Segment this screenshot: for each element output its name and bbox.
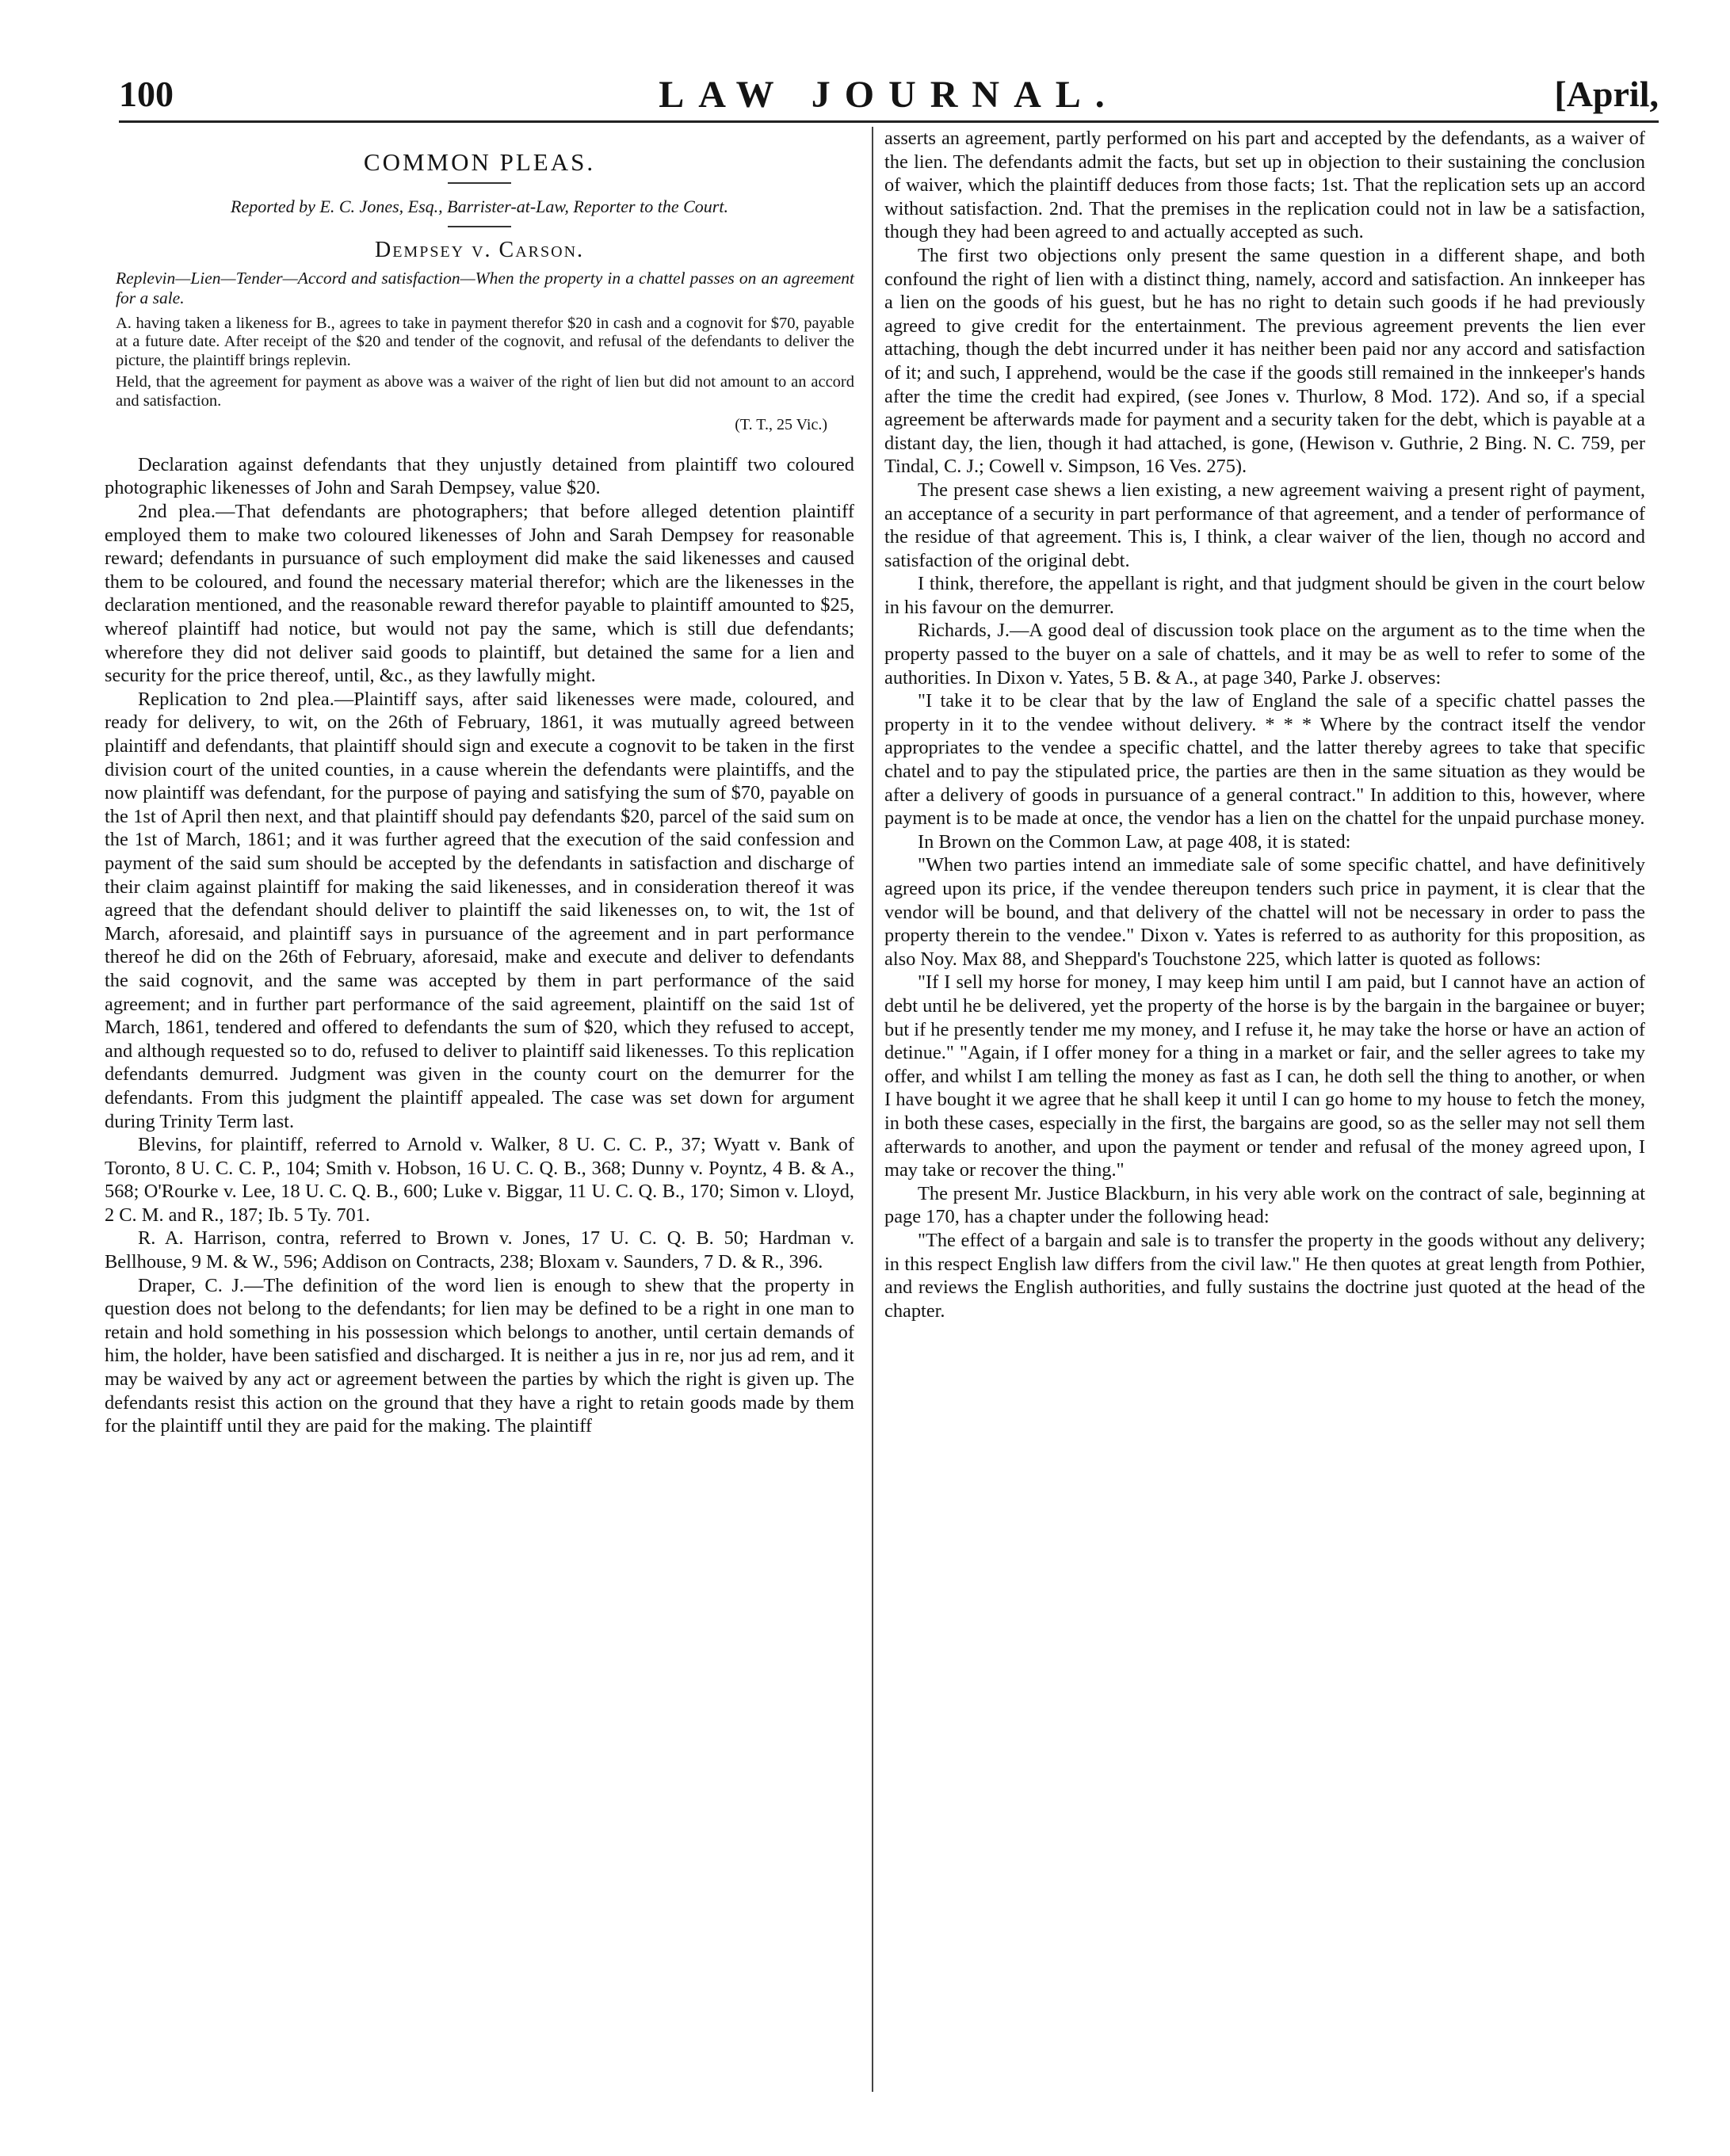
headnote-facts: A. having taken a likeness for B., agrees to take in payment therefor $20 in cash and a cognovit for $70, payable at a future date. After receipt of the $20 and tender of the cognovit, and refusal of the defendants to deliver the picture, the plaintiff brings replevin. bbox=[116, 314, 854, 369]
headnote-held: Held, that the agreement for payment as above was a waiver of the right of lien but did not amount to an accord and satisfaction. bbox=[116, 373, 854, 410]
paragraph-second-plea: 2nd plea.—That defendants are photographers; that before alleged detention plaintiff employed them to make two coloured likenesses of John and Sarah Dempsey for reasonable reward; defendants in pursuance of such employment did make the said likenesses and caused them to be coloured, and found the necessary material therefor; which are the likenesses in the declaration mentioned, and the reasonable reward therefor payable to plaintiff amounted to $25, whereof plaintiff had notice, but would not pay the same, which is still due defendants; wherefore they did not deliver said goods to plaintiff, but detained the same for a lien and security for the price thereof, until, &c., as they lawfully might. bbox=[105, 501, 854, 687]
left-column bbox=[105, 143, 854, 1438]
paragraph-defendant-counsel: R. A. Harrison, contra, referred to Brown v. Jones, 17 U. C. Q. B. 50; Hardman v. Bellhouse, 9 M. & W., 596; Addison on Contracts, 238; Bloxam v. Saunders, 7 D. & R., 396. bbox=[105, 1227, 854, 1273]
quotation-blackburn: "The effect of a bargain and sale is to transfer the property in the goods without any delivery; in this respect English law differs from the civil law." He then quotes at great length from Pothier, and reviews the English authorities, and fully sustains the doctrine just quoted at the head of the chapter. bbox=[884, 1229, 1645, 1322]
running-header bbox=[119, 73, 1659, 120]
header-rule bbox=[119, 120, 1659, 123]
paragraph-declaration: Declaration against defendants that they unjustly detained from plaintiff two coloured photographic likenesses of John and Sarah Dempsey, value $20. bbox=[105, 453, 854, 499]
reporter-line: Reported by E. C. Jones, Esq., Barrister-at-Law, Reporter to the Court. bbox=[231, 196, 728, 216]
section-title: COMMON PLEAS. bbox=[363, 148, 596, 176]
section-rule bbox=[448, 182, 511, 184]
right-column bbox=[884, 127, 1645, 1322]
paragraph-draper-judgment: Draper, C. J.—The definition of the word lien is enough to shew that the property in question does not belong to the defendants; for lien may be defined to be a right in one man to retain and hold something in his possession which belongs to another, until certain demands of him, the holder, have been satisfied and discharged. It is neither a jus in re, nor jus ad rem, and it may be waived by any act or agreement between the parties by which the right is given up. The defendants resist this action on the ground that they have a right to retain goods made by them for the plaintiff until they are paid for the making. The plaintiff bbox=[105, 1274, 854, 1437]
case-title: Dempsey v. Carson. bbox=[374, 238, 585, 263]
column-divider bbox=[872, 127, 873, 2092]
paragraph-continuation: asserts an agreement, partly performed on his part and accepted by the defendants, as a waiver of the lien. The defendants admit the facts, but set up in objection to their sustaining the conclusion of waiver, which the plaintiff deduces from those facts; 1st. That the replication sets up an accord without satisfaction. 2nd. That the premises in the replication could not in law be a satisfaction, though they had been agreed to and actually accepted as such. bbox=[884, 128, 1645, 243]
paragraph-brown-reference: In Brown on the Common Law, at page 408, it is stated: bbox=[918, 830, 1351, 853]
page-number: 100 bbox=[119, 74, 174, 114]
paragraph-plaintiff-counsel: Blevins, for plaintiff, referred to Arnold v. Walker, 8 U. C. C. P., 37; Wyatt v. Bank of Toronto, 8 U. C. C. P., 104; Smith v. Hobson, 16 U. C. Q. B., 368; Dunny v. Poyntz, 4 B. & A., 568; O'Rourke v. Lee, 18 U. C. Q. B., 600; Luke v. Biggar, 11 U. C. Q. B., 170; Simon v. Lloyd, 2 C. M. and R., 187; Ib. 5 Ty. 701. bbox=[105, 1134, 854, 1226]
paragraph-present-case: The present case shews a lien existing, a new agreement waiving a present right of payment, an acceptance of a security in part performance of that agreement, and a tender of performance of the residue of that agreement. This is, I think, a clear waiver of the lien, though no accord and satisfaction of the original debt. bbox=[884, 479, 1645, 571]
paragraph-richards-opinion: Richards, J.—A good deal of discussion took place on the argument as to the time when the property passed to the buyer on a sale of chattels, and it may be as well to refer to some of the authorities. In Dixon v. Yates, 5 B. & A., at page 340, Parke J. observes: bbox=[884, 620, 1645, 689]
quotation-touchstone: "If I sell my horse for money, I may keep him until I am paid, but I cannot have an action of debt until he be delivered, yet the property of the horse is by the bargain in the bargainee or buyer; but if he presently tender me my money, and I refuse it, he may take the horse or have an action of detinue." "Again, if I offer money for a thing in a market or fair, and the seller agrees to take my offer, and whilst I am telling the money as fast as I can, he doth sell the thing to another, or when I have bought it we agree that he shall keep it until I can go home to my house to fetch the money, in both these cases, especially in the first, the bargains are good, so as the seller may not sell them afterwards to another, and upon the payment or tender and refusal of the money agreed upon, I may take or recover the thing." bbox=[884, 971, 1645, 1181]
running-header-month: [April, bbox=[1554, 74, 1659, 114]
quotation-parke: "I take it to be clear that by the law of England the sale of a specific chattel passes the property in it to the vendee without delivery. * * * Where by the contract itself the vendor appropriates to the vendee a specific chattel, and the latter thereby agrees to take that specific chatel and to pay the stipulated price, the parties are then in the same situation as they would be after a delivery of goods in pursuance of a general contract." In addition to this, however, where payment is to be made at once, the vendor has a lien on the chattel for the unpaid purchase money. bbox=[884, 690, 1645, 830]
headnote-catchwords: Replevin—Lien—Tender—Accord and satisfaction—When the property in a chattel passes on an agreement for a sale. bbox=[116, 268, 854, 307]
paragraph-blackburn: The present Mr. Justice Blackburn, in his very able work on the contract of sale, beginning at page 170, has a chapter under the following head: bbox=[884, 1182, 1645, 1228]
reporter-rule bbox=[448, 226, 511, 227]
term-citation: (T. T., 25 Vic.) bbox=[735, 416, 827, 434]
journal-title: LAW JOURNAL. bbox=[659, 74, 1119, 116]
paragraph-replication: Replication to 2nd plea.—Plaintiff says, after said likenesses were made, coloured, and ready for delivery, to wit, on the 26th of February, 1861, it was mutually agreed between plaintiff and defendants, that plaintiff should sign and execute a cognovit to be taken in the first division court of the united counties, in a cause wherein the defendants were plaintiffs, and the now plaintiff was defendant, for the purpose of paying and satisfying the sum of $70, payable on the 1st of April then next, and that plaintiff should pay defendants $20, parcel of the said sum on the 1st of March, 1861; and it was further agreed that the execution of the said confession and payment of the said sum should be accepted by the defendants in satisfaction and discharge of their claim against plaintiff for making the said likenesses, and in consideration thereof it was agreed that the defendant should deliver to plaintiff the said likenesses on, to wit, the 1st of March, aforesaid, and plaintiff says in pursuance of the agreement and in part performance thereof he did on the 26th of February, aforesaid, make and execute and deliver to defendants the said cognovit, and the same was accepted by them in part performance of the said agreement; and in further part performance of the said agreement, plaintiff on the said 1st of March, 1861, tendered and offered to defendants the sum of $20, which they refused to accept, and although requested so to do, refused to deliver to plaintiff said likenesses. To this replication defendants demurred. Judgment was given in the county court on the demurrer for the defendants. From this judgment the plaintiff appealed. The case was set down for argument during Trinity Term last. bbox=[105, 688, 854, 1132]
paragraph-objections: The first two objections only present the same question in a different shape, and both confound the right of lien with a distinct thing, namely, accord and satisfaction. An innkeeper has a lien on the goods of his guest, but he has no right to detain such goods if he had previously agreed to give credit for the entertainment. The previous agreement prevents the lien ever attaching, though the debt incurred under it has neither been paid nor any accord and satisfaction of it; and such, I apprehend, would be the case if the goods still remained in the innkeeper's hands after the time the credit had expired, (see Jones v. Thurlow, 8 Mod. 172). And so, if a special agreement be afterwards made for payment and a security taken for the debt, which is payable at a distant day, the lien, though it had attached, is gone, (Hewison v. Guthrie, 2 Bing. N. C. 759, per Tindal, C. J.; Cowell v. Simpson, 16 Ves. 275). bbox=[884, 244, 1645, 478]
quotation-brown: "When two parties intend an immediate sale of some specific chattel, and have definitively agreed upon its price, if the vendee thereupon tenders such price in payment, it is clear that the vendor will be bound, and that delivery of the chattel will not be necessary in order to pass the property therein to the vendee." Dixon v. Yates is referred to as authority for this proposition, as also Noy. Max 88, and Sheppard's Touchstone 225, which latter is quoted as follows: bbox=[884, 854, 1645, 970]
paragraph-conclusion: I think, therefore, the appellant is right, and that judgment should be given in the court below in his favour on the demurrer. bbox=[884, 573, 1645, 618]
